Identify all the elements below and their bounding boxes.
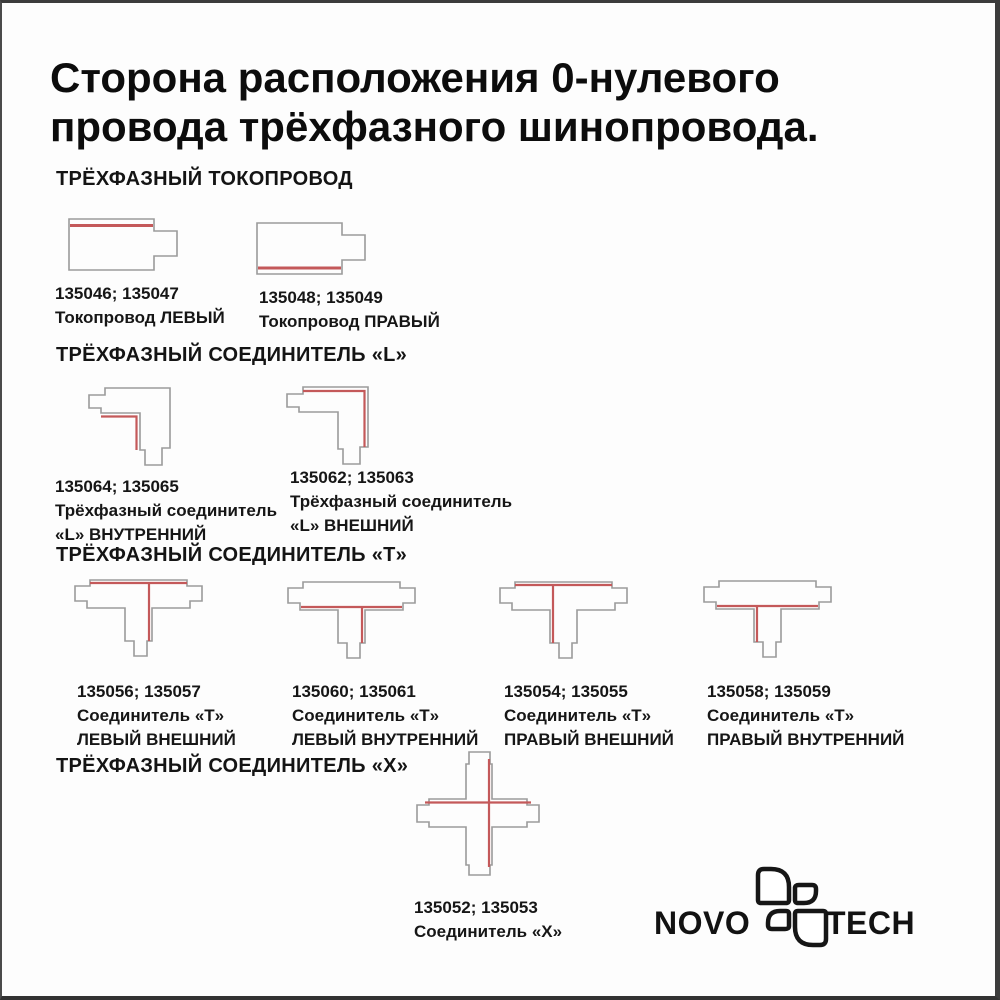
novotech-flower-icon <box>750 861 834 955</box>
item-label <box>292 680 478 752</box>
item-code: 135064; 135065 <box>55 477 179 496</box>
diagram-l-inner <box>89 388 171 466</box>
item-code: 135052; 135053 <box>414 898 538 917</box>
neutral-wire-line <box>303 391 365 447</box>
item-name: ЛЕВЫЙ ВНЕШНИЙ <box>77 730 236 749</box>
item-code: 135058; 135059 <box>707 682 831 701</box>
neutral-wire-line <box>90 583 187 641</box>
item-label <box>504 680 674 752</box>
item-label <box>55 282 225 330</box>
item-label <box>259 286 440 334</box>
item-name: Трёхфазный соединитель <box>55 501 278 520</box>
diagram-l-outer <box>287 387 369 465</box>
diagram-tokoprovod-left <box>68 218 178 271</box>
diagram-t-left-inner <box>288 582 415 659</box>
diagram-tokoprovod-right <box>256 222 366 275</box>
page-title-line1: Сторона расположения 0-нулевого <box>50 54 780 101</box>
item-name: Токопровод ПРАВЫЙ <box>259 312 440 331</box>
logo-text-novo: NOVO <box>654 905 751 941</box>
item-name: Токопровод ЛЕВЫЙ <box>55 308 225 327</box>
item-name: Трёхфазный соединитель <box>290 492 513 511</box>
item-code: 135054; 135055 <box>504 682 628 701</box>
neutral-wire-line <box>717 606 818 642</box>
item-name: Соединитель «Т» <box>292 706 440 725</box>
diagram-t-right-inner <box>704 581 831 658</box>
section-heading-x-connector: ТРЁХФАЗНЫЙ СОЕДИНИТЕЛЬ «Х» <box>56 755 409 777</box>
item-name: Соединитель «Т» <box>707 706 855 725</box>
item-name: «L» ВНУТРЕННИЙ <box>55 525 207 544</box>
section-heading-l-connector: ТРЁХФАЗНЫЙ СОЕДИНИТЕЛЬ «L» <box>56 344 408 366</box>
diagram-x-cross <box>417 752 539 876</box>
neutral-wire-line <box>101 417 137 451</box>
item-name: Соединитель «Т» <box>77 706 225 725</box>
item-code: 135060; 135061 <box>292 682 416 701</box>
item-name: «L» ВНЕШНИЙ <box>290 516 414 535</box>
item-label <box>707 680 904 752</box>
neutral-wire-line <box>301 607 402 643</box>
item-code: 135062; 135063 <box>290 468 414 487</box>
section-heading-t-connector: ТРЁХФАЗНЫЙ СОЕДИНИТЕЛЬ «Т» <box>56 544 408 566</box>
item-name: Соединитель «Т» <box>504 706 652 725</box>
page-title <box>50 53 819 151</box>
item-label <box>290 466 512 538</box>
item-name: Соединитель «Х» <box>414 922 563 941</box>
diagram-t-left-outer <box>75 580 202 657</box>
item-code: 135046; 135047 <box>55 284 179 303</box>
item-label <box>414 896 562 944</box>
diagram-t-right-outer <box>500 582 627 659</box>
neutral-wire-line <box>425 759 531 867</box>
item-name: ПРАВЫЙ ВНУТРЕННИЙ <box>707 730 905 749</box>
item-label <box>77 680 236 752</box>
section-heading-tokoprovod: ТРЁХФАЗНЫЙ ТОКОПРОВОД <box>56 168 353 190</box>
item-code: 135056; 135057 <box>77 682 201 701</box>
logo-text-tech: TECH <box>826 905 916 941</box>
item-name: ЛЕВЫЙ ВНУТРЕННИЙ <box>292 730 479 749</box>
item-code: 135048; 135049 <box>259 288 383 307</box>
item-label <box>55 475 277 547</box>
neutral-wire-line <box>515 585 612 643</box>
item-name: ПРАВЫЙ ВНЕШНИЙ <box>504 730 674 749</box>
page-title-line2: провода трёхфазного шинопровода. <box>50 103 819 150</box>
